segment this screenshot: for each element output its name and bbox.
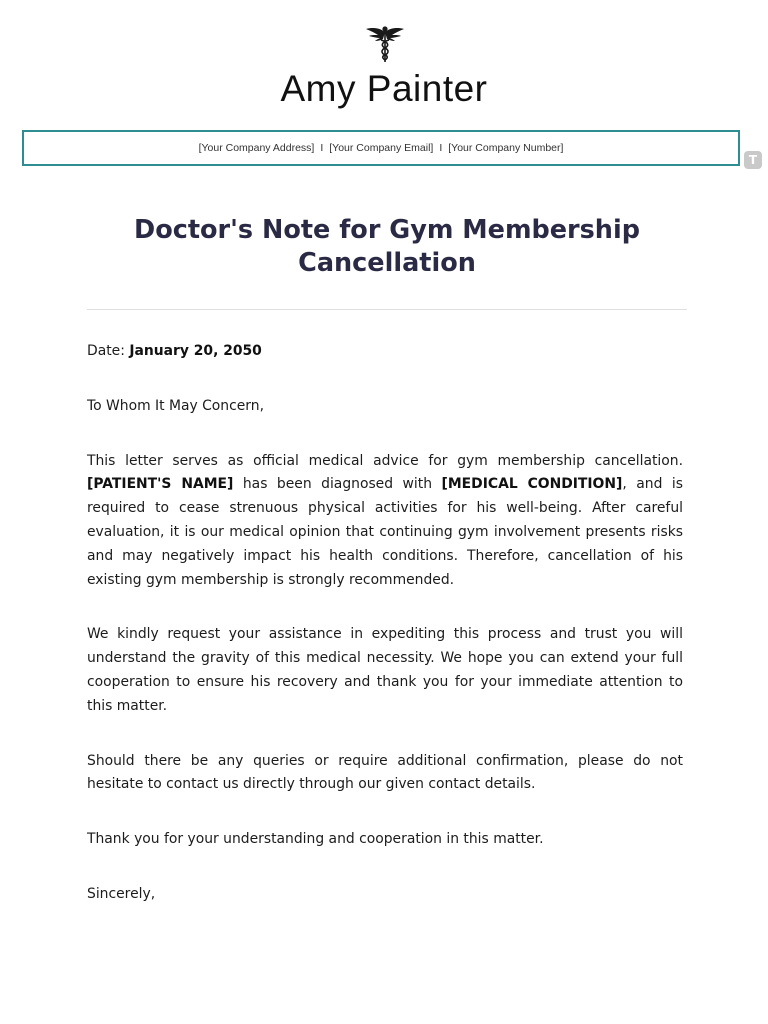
closing: Sincerely,: [87, 885, 156, 902]
medical-condition-placeholder: [MEDICAL CONDITION]: [441, 476, 623, 493]
company-number: [Your Company Number]: [448, 142, 564, 154]
salutation: To Whom It May Concern,: [87, 397, 264, 414]
paragraph-3: Should there be any queries or require additional confirmation, please do not hesitate to contact us directly through our given contact details.: [87, 752, 683, 793]
date-value: January 20, 2050: [129, 343, 262, 359]
divider: [87, 309, 687, 310]
text-tool-icon[interactable]: T: [744, 151, 762, 169]
date-label: Date:: [87, 343, 125, 359]
paragraph-4: Thank you for your understanding and cooperation in this matter.: [87, 831, 544, 848]
caduceus-icon: [364, 24, 406, 64]
sender-name: Amy Painter: [280, 68, 488, 109]
paragraph-1-text-c: , and is required to cease strenuous physical activities for his well-being. After careful evaluation, it is our medical opinion that continuing gym involvement presents risks and may negatively impact his health conditions. Therefore, cancellation of his existing gym membership is strongly recommended.: [87, 476, 683, 588]
paragraph-1-text-a: This letter serves as official medical advice for gym membership cancellation.: [87, 452, 683, 469]
document-title: Doctor's Note for Gym Membership Cancellation: [134, 215, 640, 278]
company-address: [Your Company Address]: [198, 142, 315, 154]
contact-info-bar: [22, 130, 740, 166]
paragraph-2: We kindly request your assistance in expediting this process and trust you will understand the gravity of this medical necessity. We hope you can extend your full cooperation to ensure his recovery and thank you for your immediate attention to this matter.: [87, 626, 683, 714]
company-email: [Your Company Email]: [329, 142, 434, 154]
letter-body: [87, 340, 683, 938]
paragraph-1-text-b: has been diagnosed with: [242, 476, 433, 493]
patient-name-placeholder: [PATIENT'S NAME]: [87, 476, 234, 493]
date-line: [87, 340, 683, 364]
separator: I: [439, 142, 443, 154]
paragraph-1: [87, 450, 683, 593]
separator: I: [320, 142, 324, 154]
